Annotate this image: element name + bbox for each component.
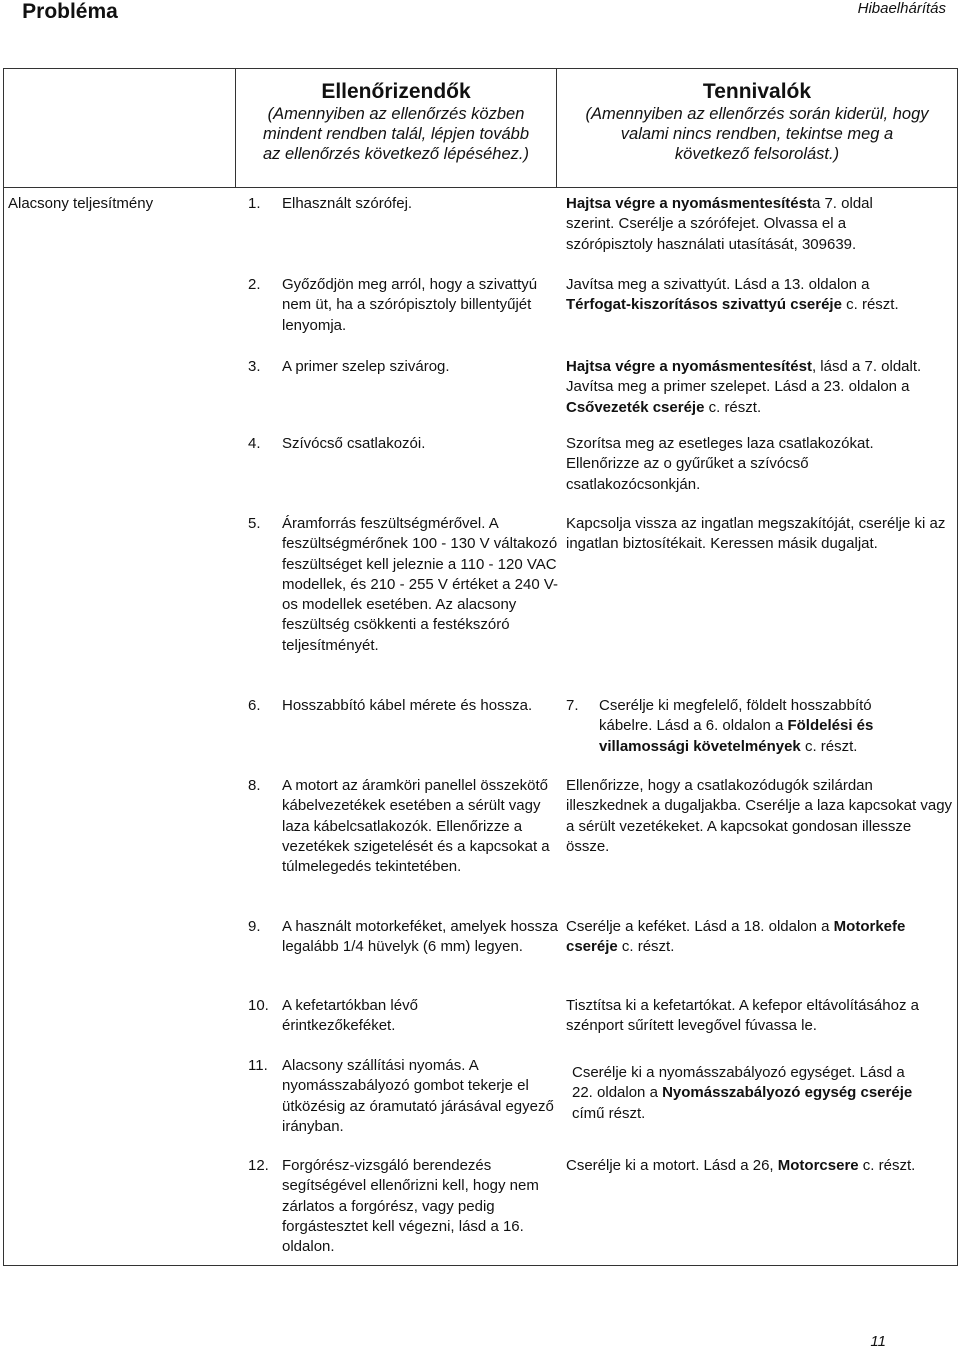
check-text: Áramforrás feszültségmérővel. A feszültségmérőnek 100 - 130 V váltakozó feszültséget kell jeleznie a 110 - 120 VAC modellek, és 210 - 255 V értéket a 240 V-os modellek esetében. Az alacsony feszültség csökkenti a festékszóró teljesítményét. (282, 515, 558, 654)
check-text: Elhasznált szórófej. (282, 195, 413, 212)
action-text (566, 696, 911, 757)
action-plain: c. részt. (841, 296, 899, 314)
section-title: Hibaelhárítás (857, 0, 946, 17)
action-bold: Hajtsa végre a nyomásmentesítést (566, 358, 812, 375)
check-number: 9. (248, 918, 261, 935)
action-plain: Cserélje ki a nyomásszabályozó egységet. Lásd a 22. oldalon a (572, 1064, 905, 1102)
column-header-problem: Probléma (22, 0, 118, 23)
header-divider (3, 187, 958, 188)
checks-subtitle-line: az ellenőrzés következő lépéséhez.) (263, 145, 529, 163)
action-text (566, 194, 911, 255)
action-plain: Kapcsolja vissza az ingatlan megszakítóját, cserélje ki az ingatlan biztosítékait. Keressen másik dugaljat. (566, 515, 946, 553)
check-item (248, 1056, 558, 1137)
action-plain: Tisztítsa ki a kefetartókat. A kefepor eltávolításához a szénport sűrített levegővel fúvassa le. (566, 997, 919, 1035)
action-bold: Nyomásszabályozó egység cseréje (662, 1084, 913, 1102)
action-plain: Ellenőrizze, hogy a csatlakozódugók szilárdan illeszkednek a dugaljakba. Cserélje a laza kapcsokat vagy a sérült vezetékeket. A kapcsokat gondosan illessze össze. (566, 777, 953, 855)
check-item (248, 194, 558, 214)
action-body (599, 696, 911, 757)
action-plain: Szorítsa meg az esetleges laza csatlakozókat. Ellenőrizze az o gyűrűket a szívócső csatlakozócsonkján. (566, 435, 874, 493)
check-item (248, 1156, 558, 1257)
page-number: 11 (870, 1333, 886, 1350)
action-bold: Csővezeték cseréje (566, 398, 705, 416)
action-text (566, 1156, 958, 1176)
problem-label: Alacsony teljesítmény (8, 195, 154, 212)
actions-subtitle-line: következő felsorolást.) (674, 145, 840, 163)
check-text: A primer szelep szivárog. (282, 358, 450, 375)
action-bold: Hajtsa végre a nyomásmentesítést (566, 195, 812, 212)
action-text (566, 776, 958, 857)
check-text: A használt motorkeféket, amelyek hossza legalább 1/4 hüvelyk (6 mm) legyen. (282, 918, 558, 956)
action-text (566, 917, 951, 958)
checks-subtitle-line: mindent rendben talál, lépjen tovább (262, 125, 530, 143)
check-number: 4. (248, 435, 261, 452)
column-header-actions (557, 80, 957, 164)
action-bold: Térfogat-kiszorításos szivattyú cseréje (566, 296, 842, 314)
action-text (566, 275, 911, 316)
action-plain: , lásd a 7. oldalt. Javítsa meg a primer szelepet. Lásd a 23. oldalon a (566, 358, 922, 396)
checks-title: Ellenőrizendők (321, 80, 471, 103)
action-bold: Motorcsere (777, 1157, 859, 1174)
check-number: 3. (248, 358, 261, 375)
action-plain: című részt. (572, 1104, 646, 1122)
action-text (566, 434, 916, 495)
check-item (248, 357, 558, 377)
check-text: A kefetartókban lévő érintkezőkeféket. (282, 997, 418, 1035)
check-text: Alacsony szállítási nyomás. A nyomásszabályozó gombot tekerje el ütközésig az óramutató járásával egyező irányban. (282, 1057, 554, 1135)
check-text: Győződjön meg arról, hogy a szivattyú nem üt, ha a szórópisztoly billentyűjét lenyomja. (282, 276, 538, 334)
check-text: Forgórész-vizsgáló berendezés segítségével ellenőrizni kell, hogy nem zárlatos a forgórész, vagy pedig forgástesztet kell végezni, lásd a 16. oldalon. (282, 1157, 539, 1256)
actions-subtitle-line: valami nincs rendben, tekintse meg a (620, 125, 894, 143)
check-number: 2. (248, 276, 261, 293)
checks-subtitle-line: (Amennyiben az ellenőrzés közben (267, 105, 525, 123)
actions-subtitle-line: (Amennyiben az ellenőrzés során kiderül, hogy (585, 105, 929, 123)
action-text (566, 996, 951, 1037)
check-number: 6. (248, 697, 261, 714)
action-plain: Javítsa meg a szivattyút. Lásd a 13. oldalon a (566, 276, 870, 293)
check-item (248, 514, 558, 656)
check-item (248, 696, 538, 716)
check-item (248, 776, 558, 877)
check-item (248, 996, 498, 1037)
action-text (566, 514, 958, 555)
check-number: 8. (248, 777, 261, 794)
check-text: Hosszabbító kábel mérete és hossza. (282, 697, 533, 714)
check-text: A motort az áramköri panellel összekötő kábelvezetékek esetében a sérült vagy laza kábelcsatlakozók. Ellenőrizze a vezetékek szigetelését és a kapcsokat a túlmelegedés tekintetében. (282, 777, 550, 876)
action-plain: c. részt. (617, 938, 675, 956)
action-text (572, 1063, 917, 1124)
check-number: 11. (248, 1057, 268, 1074)
check-number: 10. (248, 997, 269, 1014)
check-item (248, 434, 558, 454)
action-bold: Földelési és villamossági követelmények (599, 717, 874, 755)
action-text (566, 357, 926, 418)
check-number: 12. (248, 1157, 269, 1174)
action-bold: Motorkefe cseréje (566, 918, 906, 956)
check-text: Szívócső csatlakozói. (282, 435, 426, 452)
action-plain: Cserélje a keféket. Lásd a 18. oldalon a (566, 918, 834, 935)
action-number: 7. (566, 697, 579, 714)
action-plain: c. részt. (704, 398, 762, 416)
action-plain: a 7. oldal szerint. Cserélje a szórófejet. Olvassa el a szórópisztoly használati utasítását, 309639. (566, 195, 873, 253)
actions-title: Tennivalók (702, 80, 812, 103)
check-item (248, 917, 563, 958)
check-number: 5. (248, 515, 261, 532)
action-plain: Cserélje ki megfelelő, földelt hosszabbító kábelre. Lásd a 6. oldalon a (599, 697, 872, 735)
action-plain: c. részt. (858, 1157, 916, 1174)
check-number: 1. (248, 195, 261, 212)
check-item (248, 275, 548, 336)
action-plain: Cserélje ki a motort. Lásd a 26, (566, 1157, 778, 1174)
action-plain: c. részt. (800, 737, 858, 755)
column-header-checks (236, 80, 556, 164)
